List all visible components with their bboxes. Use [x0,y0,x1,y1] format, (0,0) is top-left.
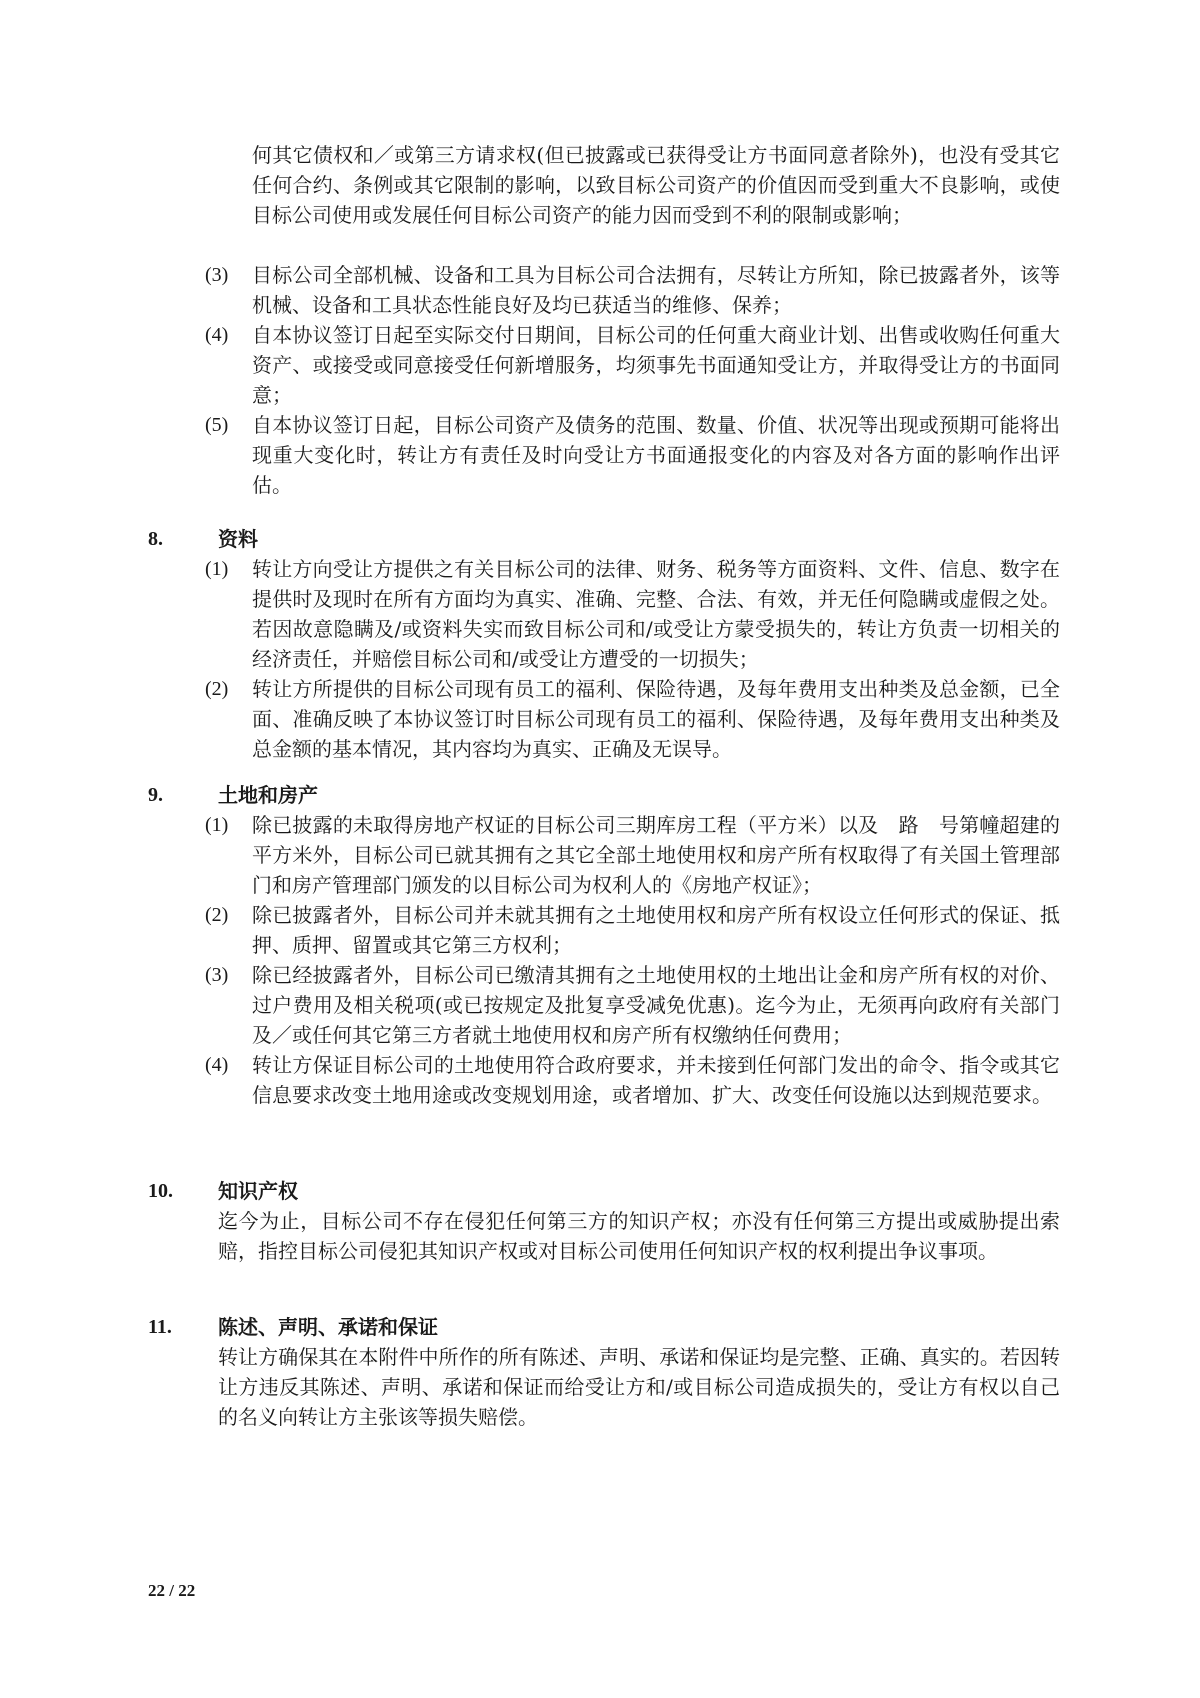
section-number: 11. [148,1316,172,1338]
section-number: 8. [148,528,163,550]
section-number: 9. [148,784,163,806]
list-item [205,810,1060,900]
item-number: (1) [205,814,229,836]
list-item [205,960,1060,1050]
item-number: (3) [205,964,229,986]
list-item [205,554,1060,674]
item-text: 转让方向受让方提供之有关目标公司的法律、财务、税务等方面资料、文件、信息、数字在提供时及现时在所有方面均为真实、准确、完整、合法、有效，并无任何隐瞒或虚假之处。若因故意隐瞒及/或资料失实而致目标公司和/或受让方蒙受损失的，转让方负责一切相关的经济责任，并赔偿目标公司和/或受让方遭受的一切损失； [252,557,1060,671]
item-text: 自本协议签订日起，目标公司资产及债务的范围、数量、价值、状况等出现或预期可能将出现重大变化时，转让方有责任及时向受让方书面通报变化的内容及对各方面的影响作出评估。 [252,413,1060,497]
item-text: 目标公司全部机械、设备和工具为目标公司合法拥有，尽转让方所知，除已披露者外，该等机械、设备和工具状态性能良好及均已获适当的维修、保养； [252,263,1060,317]
section-number: 10. [148,1180,173,1202]
item-number: (2) [205,904,229,926]
item-text: 转让方所提供的目标公司现有员工的福利、保险待遇，及每年费用支出种类及总金额，已全面、准确反映了本协议签订时目标公司现有员工的福利、保险待遇，及每年费用支出种类及总金额的基本情况，其内容均为真实、正确及无误导。 [252,677,1060,761]
section-8-list [205,554,1060,764]
item-text: 除已经披露者外，目标公司已缴清其拥有之土地使用权的土地出让金和房产所有权的对价、过户费用及相关税项(或已按规定及批复享受减免优惠)。迄今为止，无须再向政府有关部门及／或任何其它第三方者就土地使用权和房产所有权缴纳任何费用； [252,963,1060,1047]
item-number: (3) [205,264,229,286]
list-item [205,320,1060,410]
section-title: 土地和房产 [218,783,318,807]
section-heading-8 [148,524,1060,554]
item-number: (2) [205,678,229,700]
section-title: 知识产权 [218,1179,298,1203]
item-number: (1) [205,558,229,580]
item-text: 除已披露的未取得房地产权证的目标公司三期库房工程（平方米）以及 路 号第幢超建的平方米外，目标公司已就其拥有之其它全部土地使用权和房产所有权取得了有关国土管理部门和房产管理部门颁发的以目标公司为权利人的《房地产权证》； [252,813,1060,897]
page-number: 22 / 22 [148,1581,196,1600]
section-heading-11 [148,1312,1060,1342]
item-text: 转让方保证目标公司的土地使用符合政府要求，并未接到任何部门发出的命令、指令或其它信息要求改变土地用途或改变规划用途，或者增加、扩大、改变任何设施以达到规范要求。 [252,1053,1060,1107]
section-10-body: 迄今为止，目标公司不存在侵犯任何第三方的知识产权；亦没有任何第三方提出或威胁提出索赔，指控目标公司侵犯其知识产权或对目标公司使用任何知识产权的权利提出争议事项。 [218,1209,1060,1263]
item-number: (4) [205,1054,229,1076]
section-11-body: 转让方确保其在本附件中所作的所有陈述、声明、承诺和保证均是完整、正确、真实的。若因转让方违反其陈述、声明、承诺和保证而给受让方和/或目标公司造成损失的，受让方有权以自己的名义向转让方主张该等损失赔偿。 [218,1345,1060,1429]
section-heading-10 [148,1176,1060,1206]
section-title: 陈述、声明、承诺和保证 [218,1315,438,1339]
item-number: (4) [205,324,229,346]
list-item [205,900,1060,960]
section-heading-9 [148,780,1060,810]
section-9-list [205,810,1060,1110]
item-text: 除已披露者外，目标公司并未就其拥有之土地使用权和房产所有权设立任何形式的保证、抵押、质押、留置或其它第三方权利； [252,903,1060,957]
continued-paragraph: 何其它债权和／或第三方请求权(但已披露或已获得受让方书面同意者除外)，也没有受其它任何合约、条例或其它限制的影响，以致目标公司资产的价值因而受到重大不良影响，或使目标公司使用或发展任何目标公司资产的能力因而受到不利的限制或影响； [252,143,1060,227]
item-text: 自本协议签订日起至实际交付日期间，目标公司的任何重大商业计划、出售或收购任何重大资产、或接受或同意接受任何新增服务，均须事先书面通知受让方，并取得受让方的书面同意； [252,323,1060,407]
warranty-list-continued [205,260,1060,500]
list-item [205,674,1060,764]
list-item [205,260,1060,320]
item-number: (5) [205,414,229,436]
list-item [205,1050,1060,1110]
section-title: 资料 [218,527,258,551]
list-item [205,410,1060,500]
